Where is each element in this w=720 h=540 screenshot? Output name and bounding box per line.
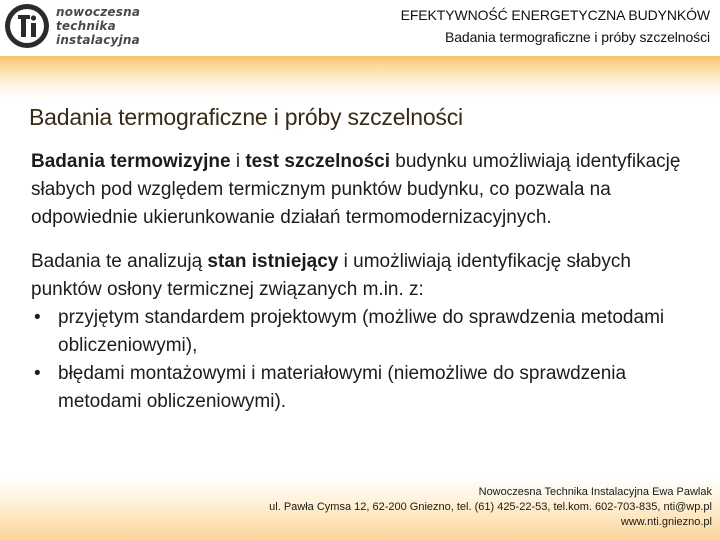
header-title: EFEKTYWNOŚĆ ENERGETYCZNA BUDYNKÓW (400, 7, 710, 23)
footer-address: ul. Pawła Cymsa 12, 62-200 Gniezno, tel. (61) 425-22-53, tel.kom. 602-703-835, nti@wp.pl (269, 501, 712, 513)
footer (112, 485, 712, 530)
list-item (31, 360, 701, 416)
bullet-list (31, 304, 701, 416)
bullet-icon: • (34, 307, 41, 328)
bold-phrase: test szczelności (245, 151, 391, 172)
text-run: i (230, 151, 246, 172)
logo-line-1: nowoczesna (56, 5, 141, 19)
text-run: Badania te analizują (31, 251, 208, 272)
bold-phrase: stan istniejący (207, 251, 339, 272)
company-logo (4, 3, 174, 49)
footer-company: Nowoczesna Technika Instalacyjna Ewa Pawlak (478, 486, 712, 498)
list-item-text: przyjętym standardem projektowym (możliwe do sprawdzenia metodami obliczeniowymi), (58, 307, 665, 356)
bold-phrase: Badania termowizyjne (31, 151, 231, 172)
text-run: i umożliwiają identyfikację słabych punktów osłony termicznej związanych m.in. z: (31, 251, 631, 300)
slide-title: Badania termograficzne i próby szczelności (29, 104, 463, 130)
header-subtitle: Badania termograficzne i próby szczelności (444, 29, 710, 45)
paragraph-2 (31, 248, 701, 416)
bullet-icon: • (34, 363, 41, 384)
logo-wordmark (56, 5, 140, 47)
logo-line-2: technika (56, 19, 116, 33)
list-item-text: błędami montażowymi i materiałowymi (niemożliwe do sprawdzenia metodami obliczeniowymi). (58, 363, 627, 412)
list-item (31, 304, 701, 360)
nti-logo-icon (4, 3, 50, 49)
text-run: budynku umożliwiają identyfikację słabych pod względem termicznym punktów budynku, co pozwala na odpowiednie ukierunkowanie działań termomodernizacyjnych. (31, 151, 681, 228)
header-gradient-band (0, 56, 720, 100)
logo-line-3: instalacyjna (56, 33, 140, 47)
paragraph-1 (31, 148, 701, 232)
footer-website[interactable]: www.nti.gniezno.pl (620, 516, 712, 528)
slide-body (31, 148, 701, 416)
